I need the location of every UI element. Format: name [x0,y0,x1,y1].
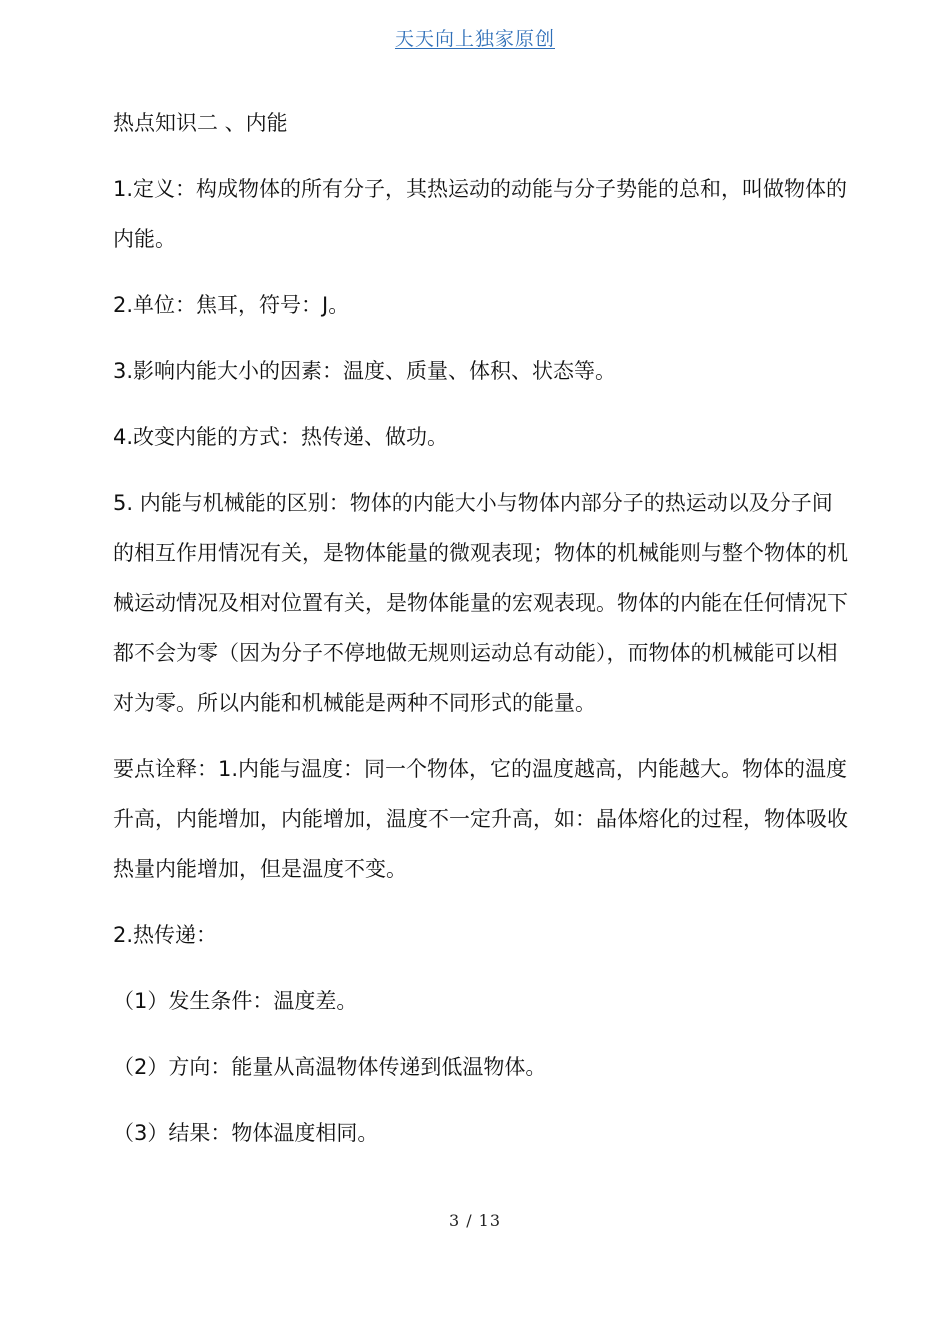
document-body [113,98,853,1158]
document-header-title: 天天向上独家原创 [394,28,555,50]
page-number: 3 / 13 [448,1211,502,1230]
section-title: 热点知识二 、内能 [113,111,288,135]
paragraph-heat-transfer: 2.热传递： [113,923,218,947]
paragraph-factors: 3.影响内能大小的因素：温度、质量、体积、状态等。 [113,359,617,383]
paragraph-condition: （1）发生条件：温度差。 [113,989,358,1013]
paragraph-methods: 4.改变内能的方式：热传递、做功。 [113,425,449,449]
paragraph-difference: 5. 内能与机械能的区别：物体的内能大小与物体内部分子的热运动以及分子间的相互作用情况有关，是物体能量的微观表现；物体的机械能则与整个物体的机械运动情况及相对位置有关，是物体能量的宏观表现。物体的内能在任何情况下都不会为零（因为分子不停地做无规则运动总有动能），而物体的机械能可以相对为零。所以内能和机械能是两种不同形式的能量。 [113,491,848,715]
paragraph-result: （3）结果：物体温度相同。 [113,1121,379,1145]
paragraph-direction: （2）方向：能量从高温物体传递到低温物体。 [113,1055,547,1079]
paragraph-definition: 1.定义：构成物体的所有分子，其热运动的动能与分子势能的总和，叫做物体的内能。 [113,177,848,251]
paragraph-key-points: 要点诠释：1.内能与温度：同一个物体，它的温度越高，内能越大。物体的温度升高，内能增加，内能增加，温度不一定升高，如：晶体熔化的过程，物体吸收热量内能增加，但是温度不变。 [113,757,848,881]
paragraph-unit: 2.单位：焦耳，符号：J。 [113,293,350,317]
